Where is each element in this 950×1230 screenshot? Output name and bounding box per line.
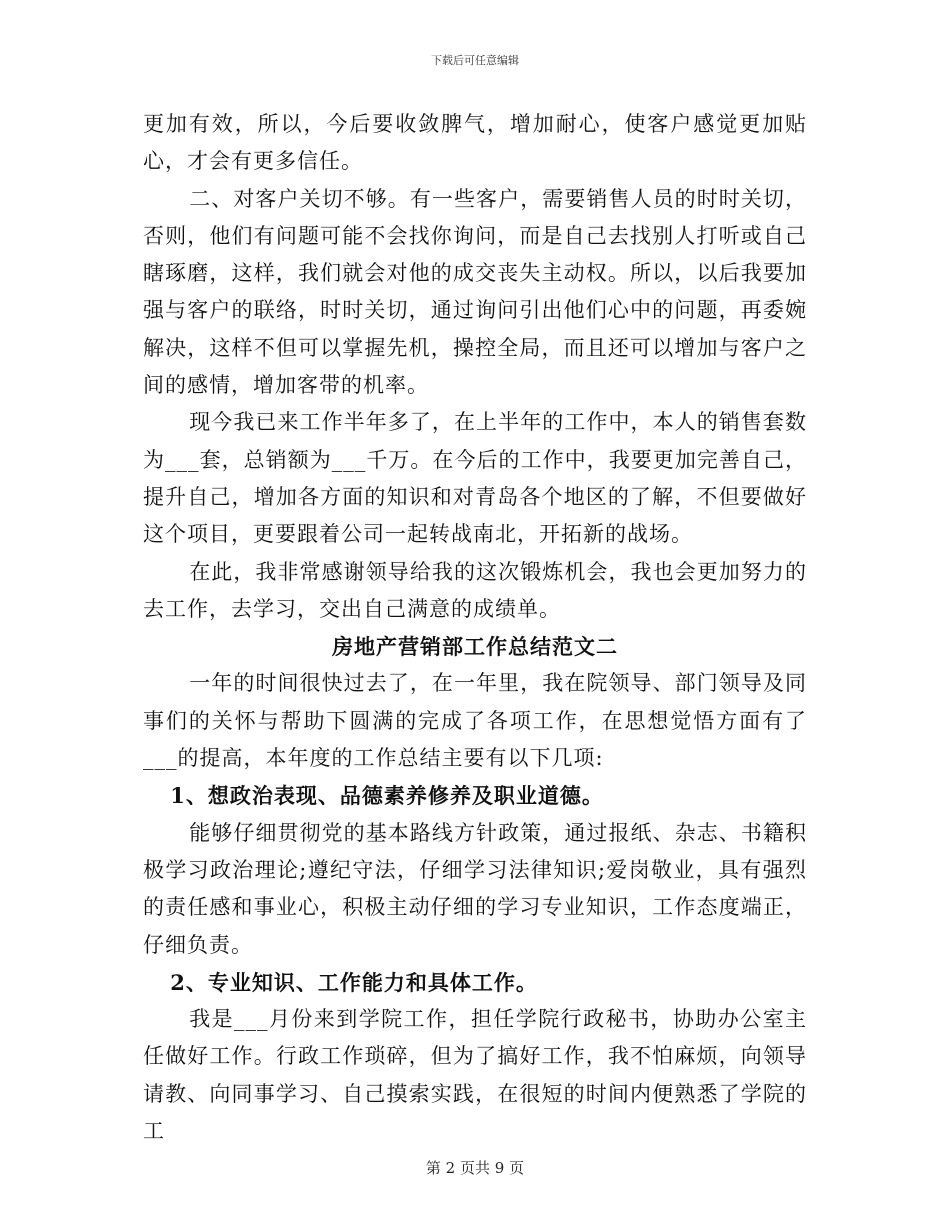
section-heading: 2、专业知识、工作能力和具体工作。 xyxy=(170,969,538,995)
section-title: 房地产营销部工作总结范文二 xyxy=(332,634,618,660)
paragraph: 一年的时间很快过去了，在一年里，我在院领导、部门领导及同事们的关怀与帮助下圆满的完成了各项工作，在思想觉悟方面有了___的提高，本年度的工作总结主要有以下几项: xyxy=(143,671,807,771)
paragraph: 现今我已来工作半年多了，在上半年的工作中，本人的销售套数为___套，总销额为___千万。在今后的工作中，我要更加完善自己，提升自己，增加各方面的知识和对青岛各个地区的了解，不但要做好这个项目，更要跟着公司一起转战南北，开拓新的战场。 xyxy=(143,410,807,547)
page-footer: 第 2 页共 9 页 xyxy=(425,1159,525,1177)
paragraph: 我是___月份来到学院工作，担任学院行政秘书，协助办公室主任做好工作。行政工作琐碎，但为了搞好工作，我不怕麻烦，向领导请教、向同事学习、自己摸索实践，在很短的时间内便熟悉了学院的工 xyxy=(143,1007,807,1144)
page-header: 下载后可任意编辑 xyxy=(431,54,519,67)
paragraph: 二、对客户关切不够。有一些客户，需要销售人员的时时关切，否则，他们有问题可能不会找你询问，而是自己去找别人打听或自己瞎琢磨，这样，我们就会对他的成交丧失主动权。所以，以后我要加强与客户的联络，时时关切，通过询问引出他们心中的问题，再委婉解决，这样不但可以掌握先机，操控全局，而且还可以增加与客户之间的感情，增加客带的机率。 xyxy=(143,186,807,398)
paragraph: 在此，我非常感谢领导给我的这次锻炼机会，我也会更加努力的去工作，去学习，交出自己满意的成绩单。 xyxy=(143,559,807,621)
paragraph: 更加有效，所以，今后要收敛脾气，增加耐心，使客户感觉更加贴心，才会有更多信任。 xyxy=(143,112,807,174)
paragraph: 能够仔细贯彻党的基本路线方针政策，通过报纸、杂志、书籍积极学习政治理论;遵纪守法，仔细学习法律知识;爱岗敬业，具有强烈的责任感和事业心，积极主动仔细的学习专业知识，工作态度端正，仔细负责。 xyxy=(143,820,807,957)
document-body xyxy=(143,106,807,1150)
section-heading: 1、想政治表现、品德素养修养及职业道德。 xyxy=(170,783,604,809)
